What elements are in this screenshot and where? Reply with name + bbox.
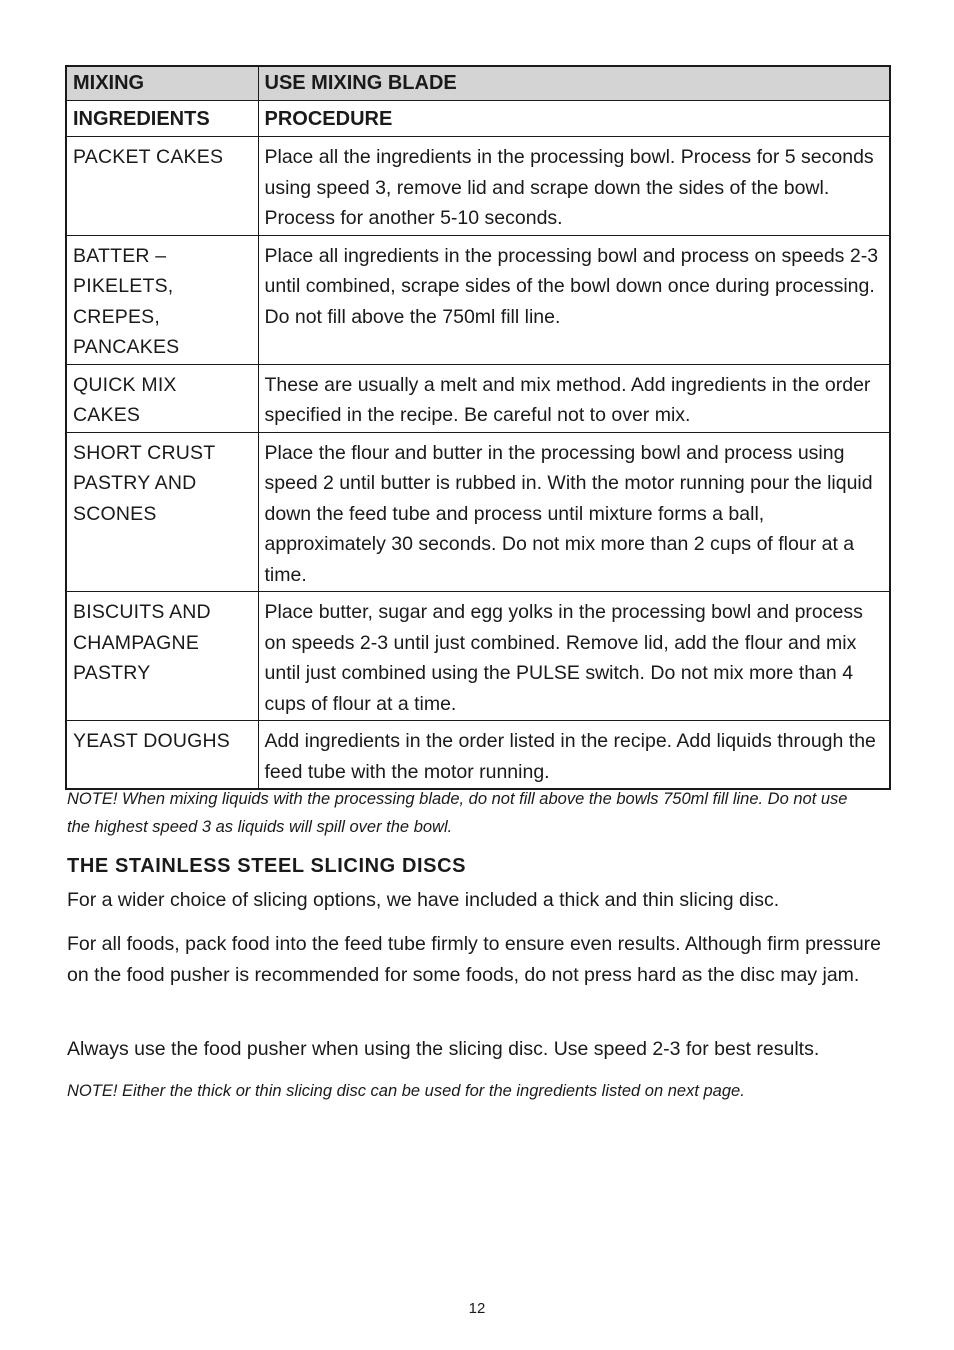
table-row	[66, 592, 890, 721]
mixing-table	[65, 65, 891, 790]
procedure-cell: Place all ingredients in the processing bowl and process on speeds 2-3 until combined, scrape sides of the bowl down once during processing. Do not fill above the 750ml fill line.	[258, 235, 890, 364]
table-subheader-row	[66, 101, 890, 137]
paragraph: For a wider choice of slicing options, we have included a thick and thin slicing disc.	[67, 889, 780, 911]
table-row	[66, 235, 890, 364]
table-row	[66, 364, 890, 432]
procedure-cell: Place the flour and butter in the processing bowl and process using speed 2 until butter is rubbed in. With the motor running pour the liquid down the feed tube and process until mixture forms a ball, approximately 30 seconds. Do not mix more than 2 cups of flour at a time.	[258, 432, 890, 592]
page-number: 12	[468, 1300, 486, 1317]
table-row	[66, 432, 890, 592]
column-label-ingredients: INGREDIENTS	[66, 101, 258, 137]
column-label-procedure: PROCEDURE	[258, 101, 890, 137]
procedure-cell: Add ingredients in the order listed in the recipe. Add liquids through the feed tube with the motor running.	[258, 721, 890, 790]
ingredient-cell: BISCUITS AND CHAMPAGNE PASTRY	[66, 592, 258, 721]
procedure-cell: These are usually a melt and mix method. Add ingredients in the order specified in the recipe. Be careful not to over mix.	[258, 364, 890, 432]
paragraph: For all foods, pack food into the feed tube firmly to ensure even results. Although firm pressure on the food pusher is recommended for some foods, do not press hard as the disc may jam.	[67, 933, 882, 986]
ingredient-cell: SHORT CRUST PASTRY AND SCONES	[66, 432, 258, 592]
mixing-note: NOTE! When mixing liquids with the processing blade, do not fill above the bowls 750ml fill line. Do not use the highest speed 3 as liquids will spill over the bowl.	[67, 790, 848, 836]
header-mixing: MIXING	[66, 66, 258, 101]
table-header-row	[66, 66, 890, 101]
table-row	[66, 721, 890, 790]
section-heading: THE STAINLESS STEEL SLICING DISCS	[67, 855, 467, 877]
ingredient-cell: BATTER – PIKELETS, CREPES, PANCAKES	[66, 235, 258, 364]
paragraph: Always use the food pusher when using the slicing disc. Use speed 2-3 for best results.	[67, 1038, 820, 1060]
ingredient-cell: QUICK MIX CAKES	[66, 364, 258, 432]
procedure-cell: Place all the ingredients in the processing bowl. Process for 5 seconds using speed 3, remove lid and scrape down the sides of the bowl. Process for another 5-10 seconds.	[258, 137, 890, 236]
ingredient-cell: PACKET CAKES	[66, 137, 258, 236]
table-row	[66, 137, 890, 236]
header-use-mixing-blade: USE MIXING BLADE	[258, 66, 890, 101]
slicing-note: NOTE! Either the thick or thin slicing disc can be used for the ingredients listed on next page.	[67, 1082, 745, 1100]
ingredient-cell: YEAST DOUGHS	[66, 721, 258, 790]
procedure-cell: Place butter, sugar and egg yolks in the processing bowl and process on speeds 2-3 until just combined. Remove lid, add the flour and mix until just combined using the PULSE switch. Do not mix more than 4 cups of flour at a time.	[258, 592, 890, 721]
